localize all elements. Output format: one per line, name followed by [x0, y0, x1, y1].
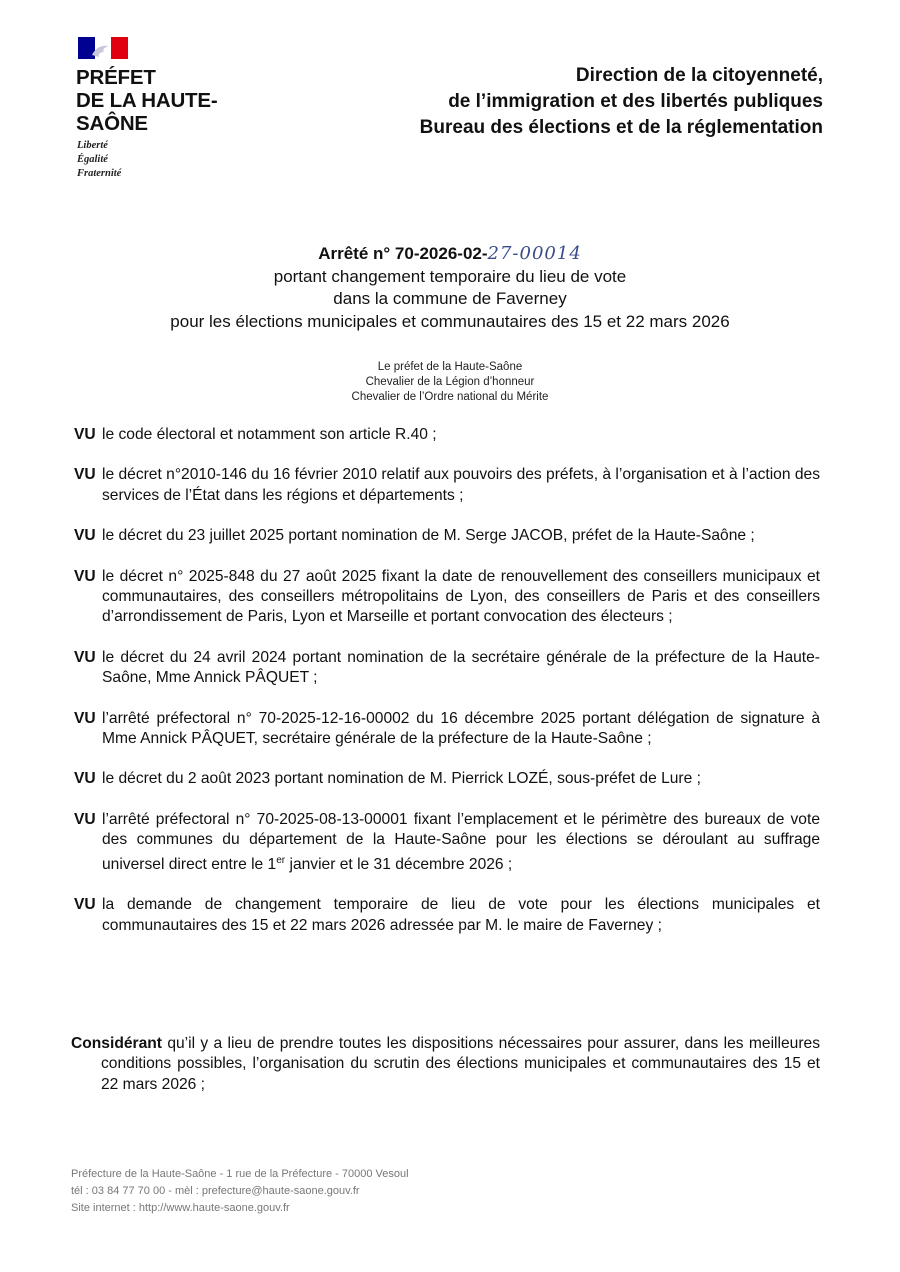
visa-keyword: VU	[74, 770, 96, 788]
visa-clause	[74, 895, 820, 936]
authority-line: Chevalier de l’Ordre national du Mérite	[351, 391, 549, 403]
devise-line: Fraternité	[77, 168, 122, 179]
logo-line: PRÉFET	[76, 66, 156, 89]
prefet-logo-title	[76, 66, 217, 135]
logo-line: SAÔNE	[76, 112, 148, 135]
visa-clause	[74, 465, 820, 506]
visa-clause	[74, 425, 820, 445]
direction-line: Direction de la citoyenneté,	[575, 65, 823, 86]
visa-keyword: VU	[74, 527, 96, 545]
visa-text: le décret du 23 juillet 2025 portant nomination de M. Serge JACOB, préfet de la Haute-Saône ;	[102, 527, 755, 545]
visa-text: le décret n°2010-146 du 16 février 2010 relatif aux pouvoirs des préfets, à l’organisation et à l’action des services de l’État dans les régions et départements ;	[102, 466, 820, 504]
visa-text: le décret du 24 avril 2024 portant nomination de la secrétaire générale de la préfecture de la Haute-Saône, Mme Annick PÂQUET ;	[102, 648, 820, 687]
considerant-clause	[71, 1034, 820, 1095]
title-line: pour les élections municipales et communautaires des 15 et 22 mars 2026	[170, 311, 730, 331]
considerant-block	[71, 1034, 820, 1115]
visa-text: janvier et le 31 décembre 2026 ;	[285, 855, 513, 873]
visa-clause	[74, 709, 820, 750]
authority-block	[0, 360, 900, 405]
visa-clause	[74, 810, 820, 875]
footer-contact: tél : 03 84 77 70 00 - mèl : prefecture@haute-saone.gouv.fr	[71, 1185, 360, 1197]
arrete-number-handwritten: 27-00014	[487, 243, 582, 264]
visa-text: la demande de changement temporaire de lieu de vote pour les élections municipales et communautaires des 15 et 22 mars 2026 adressée par M. le maire de Faverney ;	[102, 896, 820, 934]
footer-address: Préfecture de la Haute-Saône - 1 rue de la Préfecture - 70000 Vesoul	[71, 1168, 409, 1180]
visa-keyword: VU	[74, 466, 96, 484]
visa-clause	[74, 526, 820, 546]
authority-line: Chevalier de la Légion d’honneur	[365, 376, 535, 388]
devise-line: Liberté	[77, 140, 108, 151]
page-footer	[71, 1166, 409, 1217]
marianne-flag-icon	[78, 37, 128, 59]
visa-keyword: VU	[74, 648, 96, 666]
title-line: dans la commune de Faverney	[333, 289, 567, 308]
visa-text: le décret n° 2025-848 du 27 août 2025 fixant la date de renouvellement des conseillers municipaux et communautaires, des conseillers métropolitains de Lyon, des conseillers de Paris et des conseillers d’arrondissement de Paris, Lyon et Marseille et portant convocation des électeurs ;	[102, 567, 820, 626]
visa-keyword: VU	[74, 810, 96, 828]
direction-header	[420, 63, 823, 141]
visa-keyword: VU	[74, 426, 96, 443]
arrete-number	[0, 243, 900, 266]
title-line: portant changement temporaire du lieu de vote	[273, 266, 627, 286]
arrete-number-prefix: Arrêté n° 70-2026-02-	[318, 244, 488, 263]
visa-keyword: VU	[74, 567, 96, 585]
visa-keyword: VU	[74, 709, 96, 727]
logo-line: DE LA HAUTE-	[76, 89, 218, 112]
devise	[77, 139, 121, 181]
visa-superscript: er	[276, 854, 286, 866]
considerant-text: qu’il y a lieu de prendre toutes les dispositions nécessaires pour assurer, dans les meilleures conditions possibles, l’organisation du scrutin des élections municipales et communautaires des 15 et 22 mars 2026 ;	[101, 1035, 820, 1093]
visa-text: le décret du 2 août 2023 portant nomination de M. Pierrick LOZÉ, sous-préfet de Lure ;	[102, 770, 701, 788]
footer-website: Site internet : http://www.haute-saone.gouv.fr	[71, 1202, 290, 1214]
visa-text: l’arrêté préfectoral n° 70-2025-12-16-00002 du 16 décembre 2025 portant délégation de signature à Mme Annick PÂQUET, secrétaire générale de la préfecture de la Haute-Saône ;	[102, 709, 820, 748]
devise-line: Égalité	[77, 154, 108, 165]
visa-text: le code électoral et notamment son article R.40 ;	[102, 426, 437, 443]
direction-line: Bureau des élections et de la réglementation	[419, 117, 823, 138]
visa-text: l’arrêté préfectoral n° 70-2025-08-13-00001 fixant l’emplacement et le périmètre des bureaux de vote des communes du département de la Haute-Saône pour les élections se déroulant au suffrage universel direct entre le 1	[102, 810, 820, 873]
visa-clause	[74, 567, 820, 628]
direction-line: de l’immigration et des libertés publiques	[448, 91, 823, 112]
visa-keyword: VU	[74, 896, 96, 914]
authority-line: Le préfet de la Haute-Saône	[377, 361, 523, 373]
visa-clause	[74, 769, 820, 789]
arrete-title	[0, 243, 900, 333]
considerant-keyword: Considérant	[71, 1035, 162, 1052]
visas-list	[74, 425, 820, 956]
visa-clause	[74, 648, 820, 689]
